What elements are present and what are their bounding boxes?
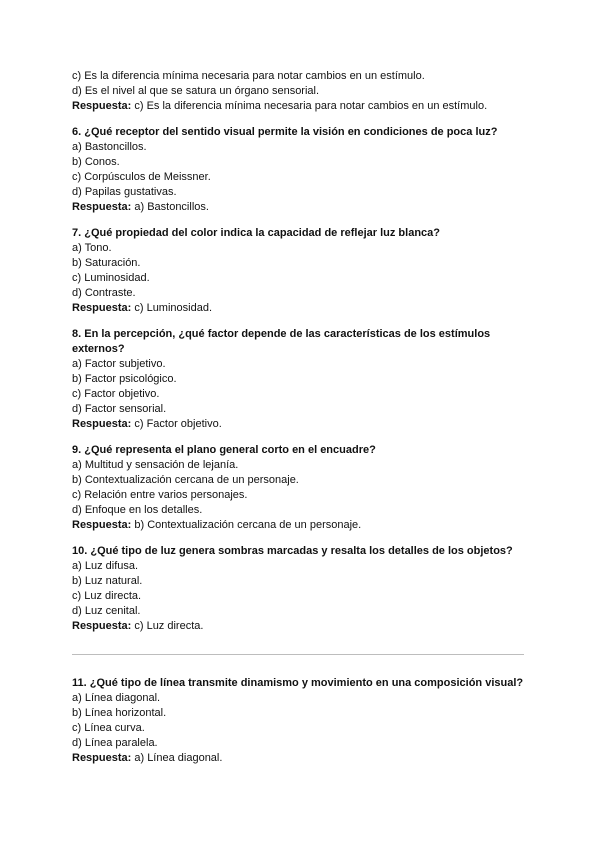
question-block-11 bbox=[72, 676, 532, 766]
question-text: 9. ¿Qué representa el plano general corto en el encuadre? bbox=[72, 444, 376, 456]
question-block-10 bbox=[72, 544, 532, 634]
horizontal-divider bbox=[72, 654, 524, 655]
question-block-7 bbox=[72, 226, 532, 316]
option: b) Contextualización cercana de un personaje. bbox=[72, 474, 299, 486]
option: d) Papilas gustativas. bbox=[72, 186, 177, 198]
document-page bbox=[72, 69, 532, 777]
question-text-continued: externos? bbox=[72, 343, 125, 355]
question-text: 6. ¿Qué receptor del sentido visual permite la visión en condiciones de poca luz? bbox=[72, 126, 498, 138]
option: b) Conos. bbox=[72, 156, 120, 168]
answer-label: Respuesta: bbox=[72, 418, 132, 430]
question-text: 11. ¿Qué tipo de línea transmite dinamismo y movimiento en una composición visual? bbox=[72, 677, 524, 689]
answer-text: c) Luz directa. bbox=[131, 620, 204, 632]
answer-line bbox=[72, 518, 532, 533]
question-block-5-continued bbox=[72, 69, 532, 114]
option: c) Es la diferencia mínima necesaria para notar cambios en un estímulo. bbox=[72, 70, 425, 82]
answer-line bbox=[72, 301, 532, 316]
option: d) Contraste. bbox=[72, 287, 136, 299]
question-text: 10. ¿Qué tipo de luz genera sombras marcadas y resalta los detalles de los objetos? bbox=[72, 545, 513, 557]
option: d) Línea paralela. bbox=[72, 737, 158, 749]
answer-text: c) Es la diferencia mínima necesaria para notar cambios en un estímulo. bbox=[131, 100, 488, 112]
answer-text: c) Luminosidad. bbox=[131, 302, 213, 314]
answer-line bbox=[72, 751, 532, 766]
option: b) Factor psicológico. bbox=[72, 373, 177, 385]
question-text: 8. En la percepción, ¿qué factor depende de las características de los estímulos bbox=[72, 328, 491, 340]
option: c) Luz directa. bbox=[72, 590, 142, 602]
answer-label: Respuesta: bbox=[72, 752, 132, 764]
option: b) Saturación. bbox=[72, 257, 141, 269]
question-block-6 bbox=[72, 125, 532, 215]
answer-line bbox=[72, 200, 532, 215]
question-block-9 bbox=[72, 443, 532, 533]
option: b) Luz natural. bbox=[72, 575, 143, 587]
option: d) Enfoque en los detalles. bbox=[72, 504, 203, 516]
option: c) Factor objetivo. bbox=[72, 388, 160, 400]
option: d) Luz cenital. bbox=[72, 605, 141, 617]
option: a) Multitud y sensación de lejanía. bbox=[72, 459, 239, 471]
answer-line bbox=[72, 619, 532, 634]
option: d) Es el nivel al que se satura un órgano sensorial. bbox=[72, 85, 320, 97]
answer-label: Respuesta: bbox=[72, 519, 132, 531]
answer-label: Respuesta: bbox=[72, 100, 132, 112]
option: a) Bastoncillos. bbox=[72, 141, 147, 153]
answer-label: Respuesta: bbox=[72, 201, 132, 213]
option: c) Luminosidad. bbox=[72, 272, 150, 284]
option: b) Línea horizontal. bbox=[72, 707, 167, 719]
answer-label: Respuesta: bbox=[72, 302, 132, 314]
question-block-8 bbox=[72, 327, 532, 432]
option: a) Línea diagonal. bbox=[72, 692, 161, 704]
option: a) Luz difusa. bbox=[72, 560, 139, 572]
answer-line bbox=[72, 417, 532, 432]
option: d) Factor sensorial. bbox=[72, 403, 167, 415]
answer-text: c) Factor objetivo. bbox=[131, 418, 222, 430]
option: c) Corpúsculos de Meissner. bbox=[72, 171, 211, 183]
option: a) Factor subjetivo. bbox=[72, 358, 166, 370]
option: a) Tono. bbox=[72, 242, 112, 254]
answer-text: b) Contextualización cercana de un personaje. bbox=[131, 519, 362, 531]
answer-label: Respuesta: bbox=[72, 620, 132, 632]
answer-line bbox=[72, 99, 532, 114]
answer-text: a) Bastoncillos. bbox=[131, 201, 209, 213]
option: c) Relación entre varios personajes. bbox=[72, 489, 248, 501]
option: c) Línea curva. bbox=[72, 722, 145, 734]
answer-text: a) Línea diagonal. bbox=[131, 752, 223, 764]
question-text: 7. ¿Qué propiedad del color indica la capacidad de reflejar luz blanca? bbox=[72, 227, 440, 239]
